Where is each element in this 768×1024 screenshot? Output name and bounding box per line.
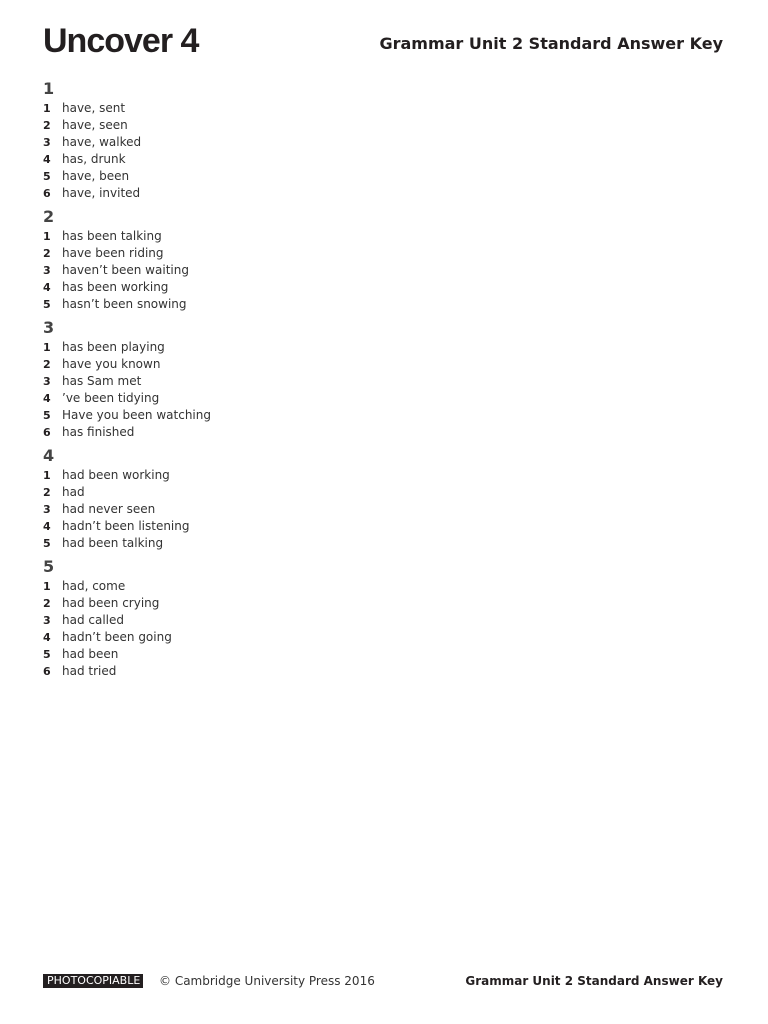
- answer-item: [43, 578, 443, 595]
- answer-number: 1: [43, 580, 51, 593]
- answer-text: had been working: [62, 468, 170, 482]
- answer-item: [43, 100, 443, 117]
- answer-text: have you known: [62, 357, 161, 371]
- answer-text: had been crying: [62, 596, 160, 610]
- answer-text: has been talking: [62, 229, 162, 243]
- answer-number: 2: [43, 247, 51, 260]
- answer-item: [43, 117, 443, 134]
- answer-list: [43, 339, 443, 441]
- answer-text: has been playing: [62, 340, 165, 354]
- answer-text: have, walked: [62, 135, 142, 149]
- answer-number: 2: [43, 597, 51, 610]
- answer-number: 5: [43, 409, 51, 422]
- answer-number: 3: [43, 375, 51, 388]
- answer-text: Have you been watching: [62, 408, 211, 422]
- answer-item: [43, 151, 443, 168]
- answer-number: 1: [43, 469, 51, 482]
- section-5: [43, 556, 443, 680]
- answer-number: 4: [43, 281, 51, 294]
- answer-item: [43, 407, 443, 424]
- answer-number: 6: [43, 187, 51, 200]
- answer-text: hasn’t been snowing: [62, 297, 187, 311]
- answer-text: hadn’t been listening: [62, 519, 190, 533]
- answer-item: [43, 484, 443, 501]
- copyright-notice: © Cambridge University Press 2016: [159, 974, 375, 988]
- answer-text: has Sam met: [62, 374, 142, 388]
- section-2: [43, 206, 443, 313]
- answer-sections: [43, 78, 443, 684]
- answer-text: has finished: [62, 425, 135, 439]
- section-number: 4: [43, 446, 55, 465]
- answer-number: 3: [43, 503, 51, 516]
- answer-item: [43, 339, 443, 356]
- brand-logo: Uncover 4: [43, 22, 199, 60]
- answer-number: 2: [43, 358, 51, 371]
- answer-number: 3: [43, 614, 51, 627]
- answer-item: [43, 535, 443, 552]
- section-number: 2: [43, 207, 55, 226]
- answer-list: [43, 467, 443, 552]
- answer-text: haven’t been waiting: [62, 263, 189, 277]
- answer-list: [43, 100, 443, 202]
- answer-number: 4: [43, 153, 51, 166]
- answer-text: have been riding: [62, 246, 164, 260]
- answer-number: 5: [43, 537, 51, 550]
- answer-text: had never seen: [62, 502, 156, 516]
- section-1: [43, 78, 443, 202]
- answer-number: 2: [43, 486, 51, 499]
- answer-text: has been working: [62, 280, 169, 294]
- answer-text: had: [62, 485, 85, 499]
- answer-item: [43, 612, 443, 629]
- answer-item: [43, 373, 443, 390]
- answer-item: [43, 185, 443, 202]
- answer-item: [43, 279, 443, 296]
- answer-number: 4: [43, 631, 51, 644]
- answer-item: [43, 663, 443, 680]
- answer-text: have, invited: [62, 186, 141, 200]
- answer-number: 3: [43, 264, 51, 277]
- answer-item: [43, 518, 443, 535]
- answer-text: hadn’t been going: [62, 630, 172, 644]
- answer-text: had tried: [62, 664, 117, 678]
- answer-number: 1: [43, 102, 51, 115]
- answer-item: [43, 228, 443, 245]
- answer-item: [43, 595, 443, 612]
- answer-item: [43, 501, 443, 518]
- photocopiable-badge: PHOTOCOPIABLE: [43, 974, 143, 988]
- answer-item: [43, 245, 443, 262]
- answer-item: [43, 134, 443, 151]
- answer-item: [43, 262, 443, 279]
- section-4: [43, 445, 443, 552]
- answer-item: [43, 629, 443, 646]
- answer-text: had, come: [62, 579, 126, 593]
- answer-number: 5: [43, 648, 51, 661]
- answer-item: [43, 424, 443, 441]
- answer-text: have, sent: [62, 101, 126, 115]
- answer-number: 4: [43, 520, 51, 533]
- answer-number: 2: [43, 119, 51, 132]
- answer-item: [43, 467, 443, 484]
- page-footer: [43, 972, 723, 992]
- answer-list: [43, 578, 443, 680]
- answer-text: had called: [62, 613, 125, 627]
- answer-number: 1: [43, 341, 51, 354]
- answer-text: has, drunk: [62, 152, 126, 166]
- answer-text: have, been: [62, 169, 130, 183]
- section-number: 1: [43, 79, 55, 98]
- section-number: 3: [43, 318, 55, 337]
- answer-item: [43, 356, 443, 373]
- answer-number: 6: [43, 665, 51, 678]
- answer-text: had been talking: [62, 536, 164, 550]
- answer-item: [43, 296, 443, 313]
- answer-text: have, seen: [62, 118, 128, 132]
- page-title: Grammar Unit 2 Standard Answer Key: [379, 34, 723, 53]
- answer-text: ’ve been tidying: [62, 391, 160, 405]
- answer-item: [43, 646, 443, 663]
- footer-title: Grammar Unit 2 Standard Answer Key: [465, 974, 723, 988]
- answer-number: 5: [43, 298, 51, 311]
- section-number: 5: [43, 557, 55, 576]
- answer-number: 1: [43, 230, 51, 243]
- answer-item: [43, 390, 443, 407]
- answer-item: [43, 168, 443, 185]
- answer-number: 3: [43, 136, 51, 149]
- answer-list: [43, 228, 443, 313]
- answer-number: 4: [43, 392, 51, 405]
- answer-number: 6: [43, 426, 51, 439]
- answer-text: had been: [62, 647, 119, 661]
- answer-number: 5: [43, 170, 51, 183]
- section-3: [43, 317, 443, 441]
